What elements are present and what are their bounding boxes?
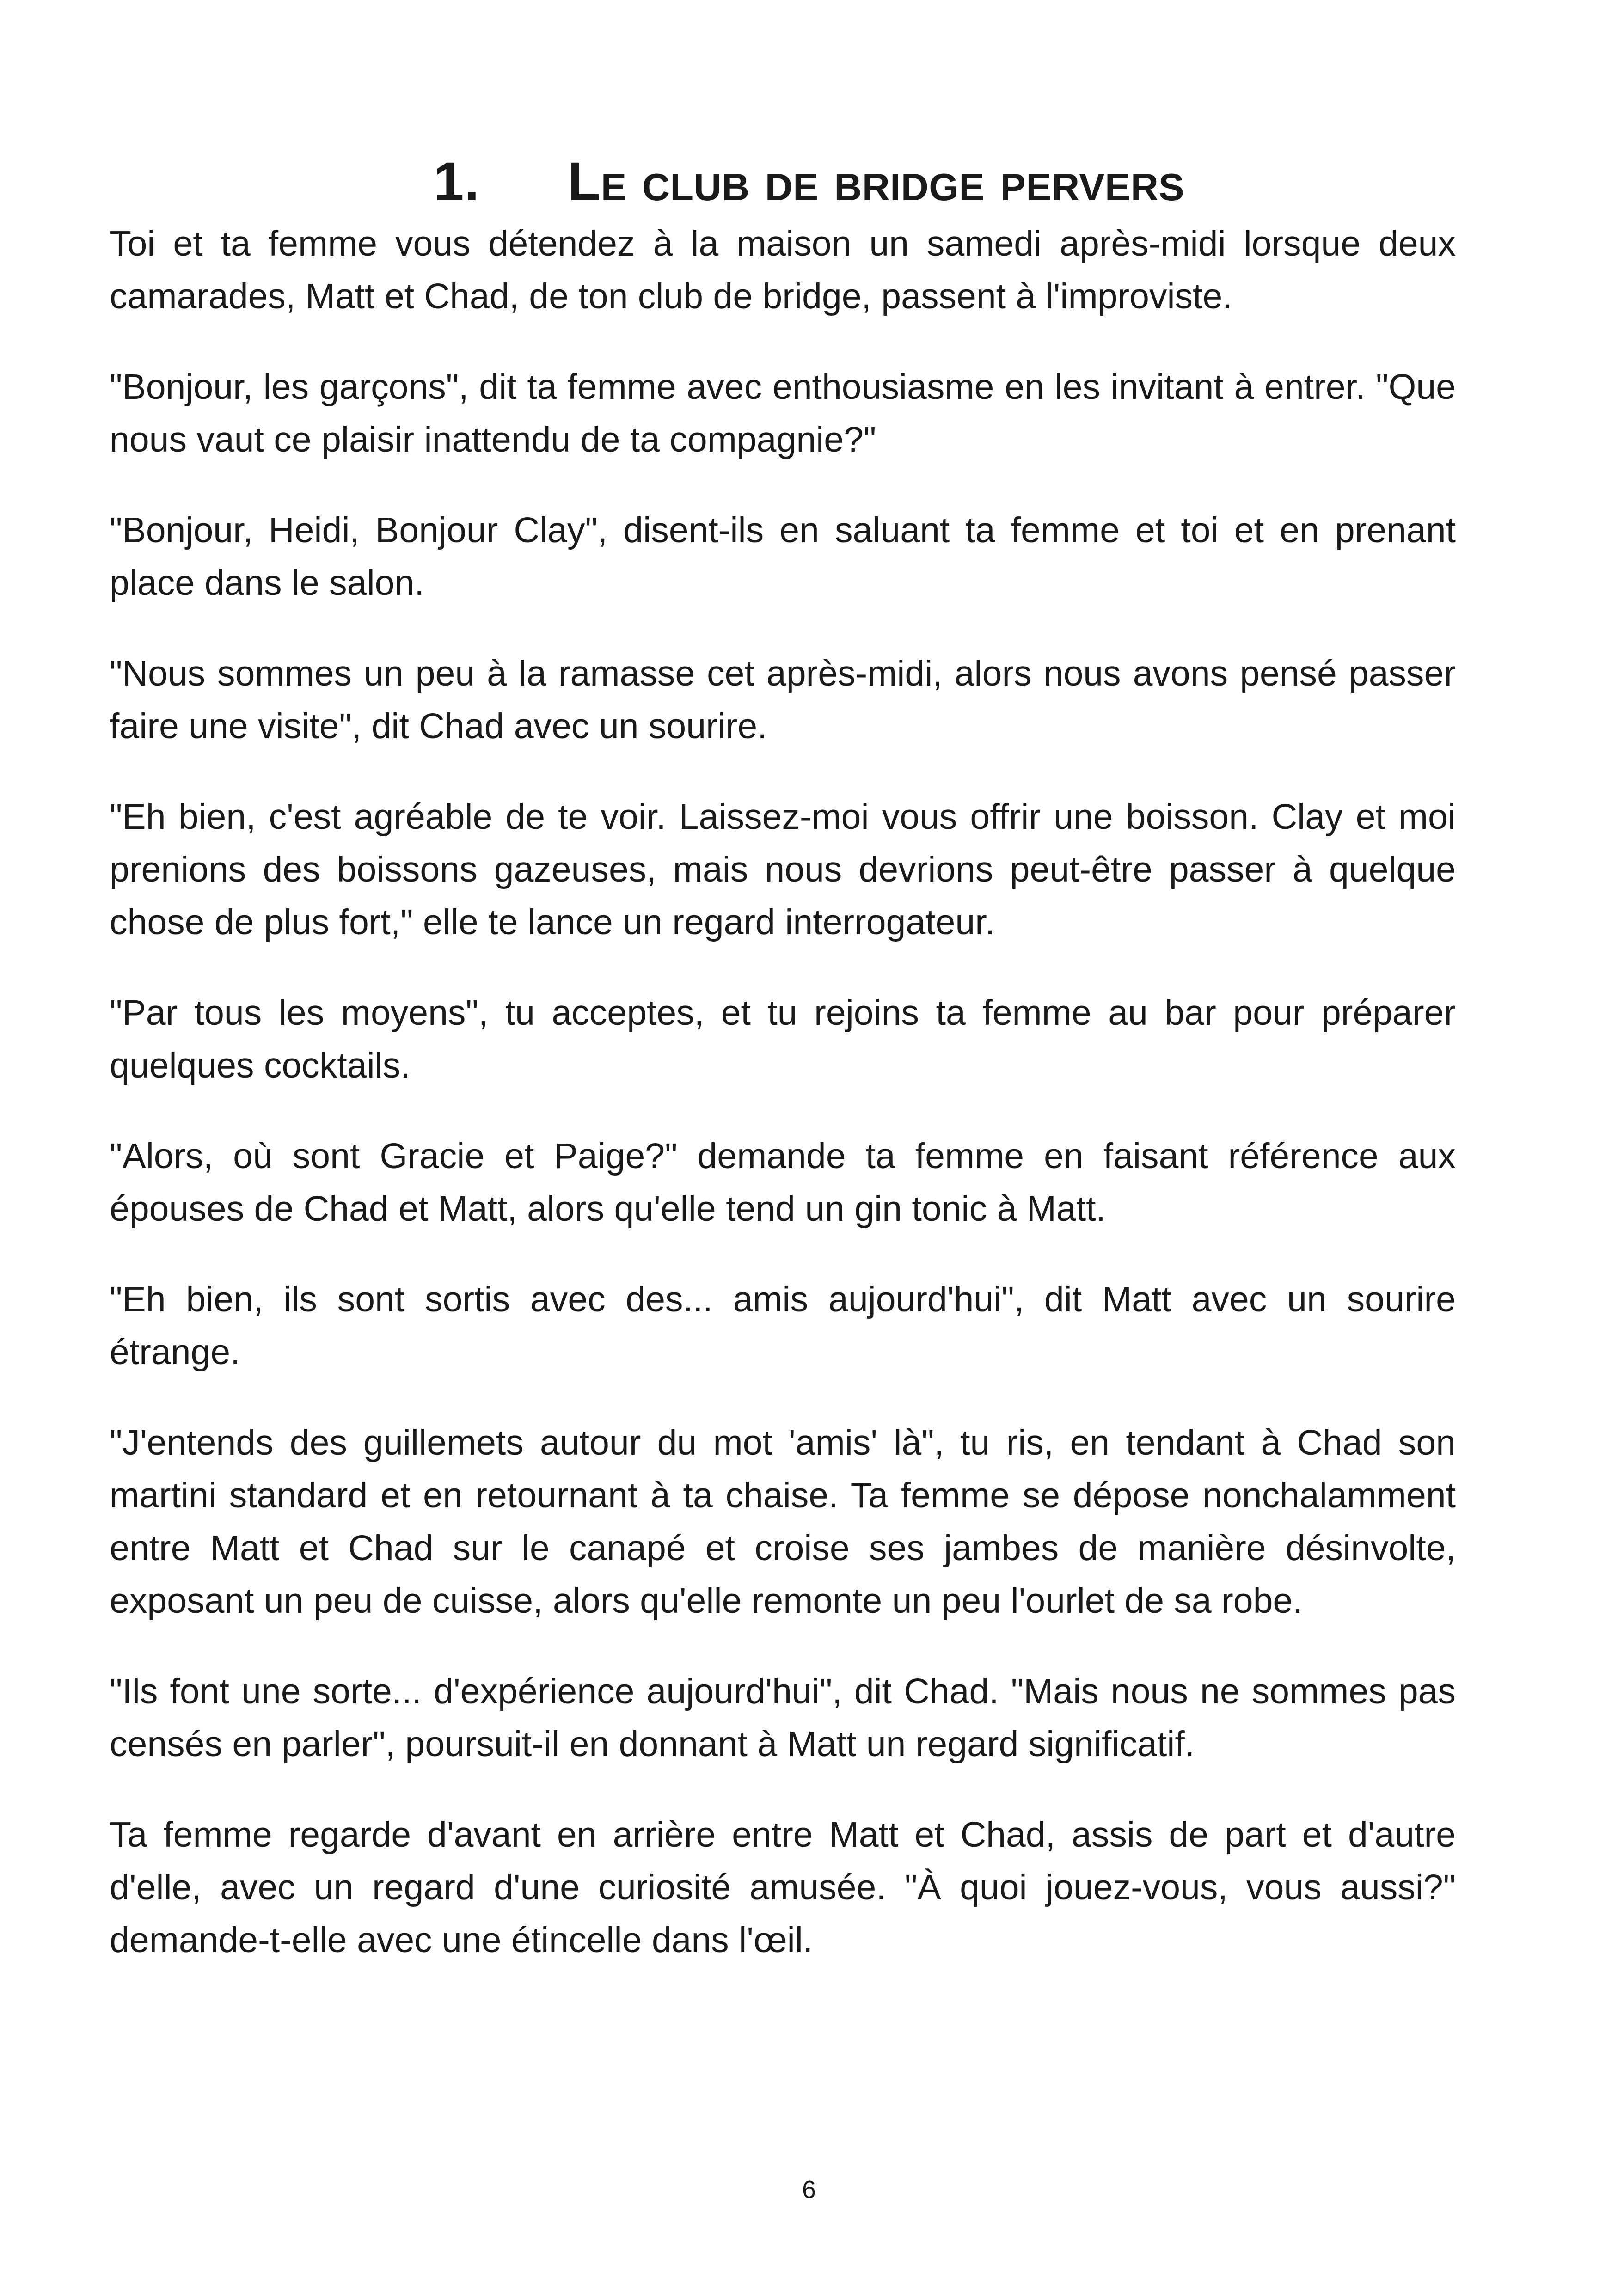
chapter-heading bbox=[0, 151, 1618, 213]
paragraph: "Eh bien, ils sont sortis avec des... amis aujourd'hui", dit Matt avec un sourire étrange. bbox=[110, 1280, 1456, 1372]
page-number: 6 bbox=[802, 2176, 816, 2204]
chapter-title: Le club de bridge pervers bbox=[567, 151, 1185, 213]
paragraph: Toi et ta femme vous détendez à la maison un samedi après-midi lorsque deux camarades, Matt et Chad, de ton club de bridge, passent à l'improviste. bbox=[110, 224, 1456, 316]
paragraph: "Bonjour, les garçons", dit ta femme avec enthousiasme en les invitant à entrer. "Que nous vaut ce plaisir inattendu de ta compagnie?" bbox=[110, 367, 1456, 459]
chapter-number: 1. bbox=[433, 151, 480, 213]
paragraph: "Ils font une sorte... d'expérience aujourd'hui", dit Chad. "Mais nous ne sommes pas censés en parler", poursuit-il en donnant à Matt un regard significatif. bbox=[110, 1671, 1456, 1764]
paragraph: Ta femme regarde d'avant en arrière entre Matt et Chad, assis de part et d'autre d'elle, avec un regard d'une curiosité amusée. "À quoi jouez-vous, vous aussi?" demande-t-elle avec une étincelle dans l'œil. bbox=[110, 1815, 1456, 1960]
paragraph: "Eh bien, c'est agréable de te voir. Laissez-moi vous offrir une boisson. Clay et moi prenions des boissons gazeuses, mais nous devrions peut-être passer à quelque chose de plus fort," elle te lance un regard interrogateur. bbox=[110, 797, 1456, 942]
paragraph: "Bonjour, Heidi, Bonjour Clay", disent-ils en saluant ta femme et toi et en prenant place dans le salon. bbox=[110, 510, 1456, 603]
paragraph: "Par tous les moyens", tu acceptes, et tu rejoins ta femme au bar pour préparer quelques cocktails. bbox=[110, 993, 1456, 1085]
chapter-body bbox=[110, 217, 1456, 2004]
paragraph: "Alors, où sont Gracie et Paige?" demande ta femme en faisant référence aux épouses de Chad et Matt, alors qu'elle tend un gin tonic à Matt. bbox=[110, 1136, 1456, 1229]
paragraph: "J'entends des guillemets autour du mot 'amis' là", tu ris, en tendant à Chad son martini standard et en retournant à ta chaise. Ta femme se dépose nonchalamment entre Matt et Chad sur le canapé et croise ses jambes de manière désinvolte, exposant un peu de cuisse, alors qu'elle remonte un peu l'ourlet de sa robe. bbox=[110, 1423, 1456, 1621]
paragraph: "Nous sommes un peu à la ramasse cet après-midi, alors nous avons pensé passer faire une visite", dit Chad avec un sourire. bbox=[110, 654, 1456, 746]
